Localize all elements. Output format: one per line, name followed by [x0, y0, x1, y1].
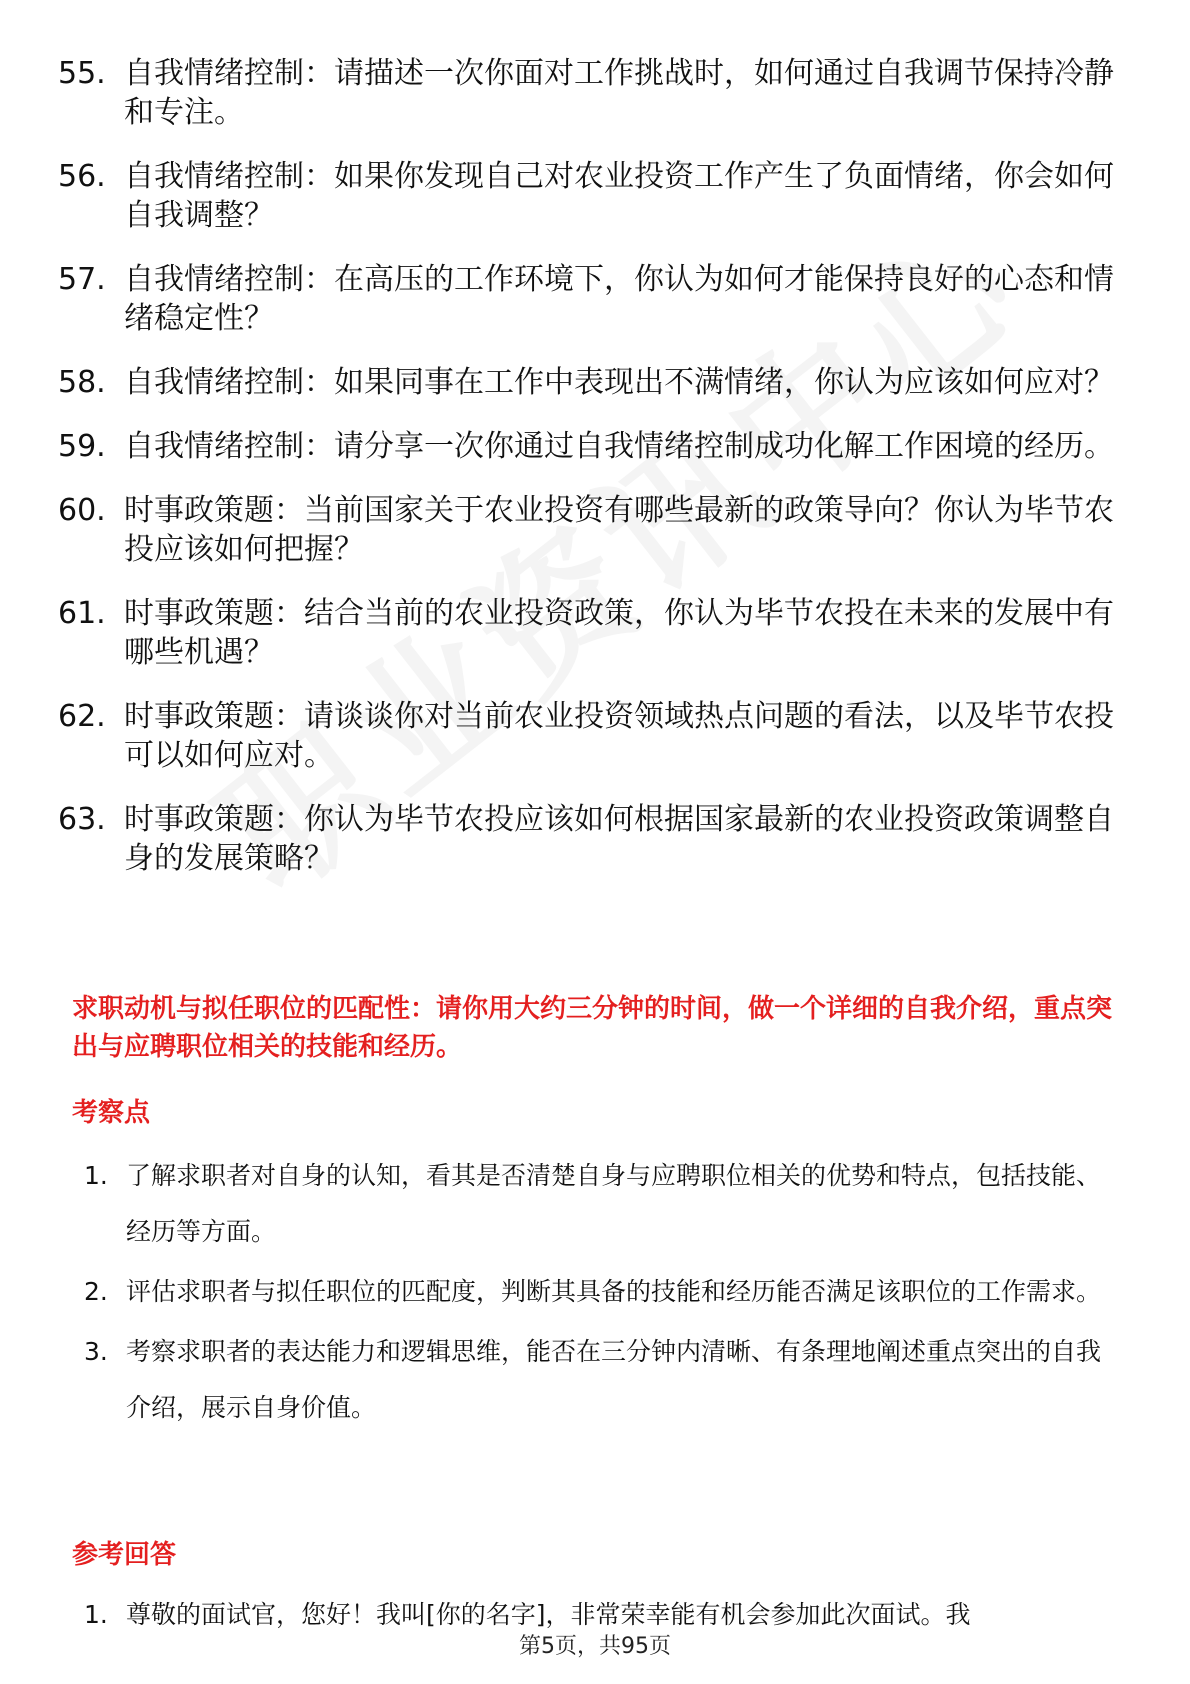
question-item [58, 800, 1138, 878]
points-heading: 考察点 [72, 1098, 151, 1128]
question-list [58, 54, 1138, 903]
page-footer: 第5页，共95页 [0, 1632, 1190, 1662]
point-number: 1. [84, 1161, 108, 1190]
question-number: 59. [58, 429, 106, 464]
point-number: 2. [84, 1277, 108, 1306]
question-text: 自我情绪控制：请分享一次你通过自我情绪控制成功化解工作困境的经历。 [124, 429, 1114, 464]
answer-item [84, 1601, 1124, 1629]
question-number: 61. [58, 596, 106, 631]
question-item [58, 363, 1138, 402]
question-text: 时事政策题：你认为毕节农投应该如何根据国家最新的农业投资政策调整自身的发展策略？ [124, 802, 1114, 876]
question-text: 时事政策题：结合当前的农业投资政策，你认为毕节农投在未来的发展中有哪些机遇？ [124, 596, 1114, 670]
question-item [58, 54, 1138, 132]
point-text: 评估求职者与拟任职位的匹配度，判断其具备的技能和经历能否满足该职位的工作需求。 [126, 1277, 1102, 1306]
question-item [58, 157, 1138, 235]
question-text: 时事政策题：请谈谈你对当前农业投资领域热点问题的看法，以及毕节农投可以如何应对。 [124, 699, 1114, 773]
question-item [58, 697, 1138, 775]
question-number: 63. [58, 802, 106, 837]
question-number: 58. [58, 365, 106, 400]
question-item [58, 491, 1138, 569]
question-text: 时事政策题：当前国家关于农业投资有哪些最新的政策导向？你认为毕节农投应该如何把握？ [124, 493, 1114, 567]
answer-number: 1. [84, 1601, 108, 1629]
question-text: 自我情绪控制：请描述一次你面对工作挑战时，如何通过自我调节保持冷静和专注。 [124, 56, 1114, 130]
answer-text: 尊敬的面试官，您好！我叫[你的名字]，非常荣幸能有机会参加此次面试。我 [126, 1601, 971, 1629]
point-number: 3. [84, 1337, 108, 1366]
question-number: 56. [58, 159, 106, 194]
question-item [58, 594, 1138, 672]
answer-heading: 参考回答 [72, 1540, 177, 1570]
point-item [84, 1324, 1124, 1436]
point-text: 考察求职者的表达能力和逻辑思维，能否在三分钟内清晰、有条理地阐述重点突出的自我介绍，展示自身价值。 [126, 1337, 1102, 1422]
highlight-question: 求职动机与拟任职位的匹配性：请你用大约三分钟的时间，做一个详细的自我介绍，重点突出与应聘职位相关的技能和经历。 [72, 994, 1113, 1062]
point-item [84, 1264, 1124, 1320]
points-list [84, 1148, 1124, 1440]
point-text: 了解求职者对自身的认知，看其是否清楚自身与应聘职位相关的优势和特点，包括技能、经历等方面。 [126, 1161, 1102, 1246]
question-item [58, 260, 1138, 338]
point-item [84, 1148, 1124, 1260]
question-item [58, 427, 1138, 466]
question-text: 自我情绪控制：如果你发现自己对农业投资工作产生了负面情绪，你会如何自我调整？ [124, 159, 1114, 233]
question-text: 自我情绪控制：在高压的工作环境下，你认为如何才能保持良好的心态和情绪稳定性？ [124, 262, 1114, 336]
question-number: 57. [58, 262, 106, 297]
question-number: 62. [58, 699, 106, 734]
question-number: 60. [58, 493, 106, 528]
question-number: 55. [58, 56, 106, 91]
question-text: 自我情绪控制：如果同事在工作中表现出不满情绪，你认为应该如何应对？ [124, 365, 1114, 400]
